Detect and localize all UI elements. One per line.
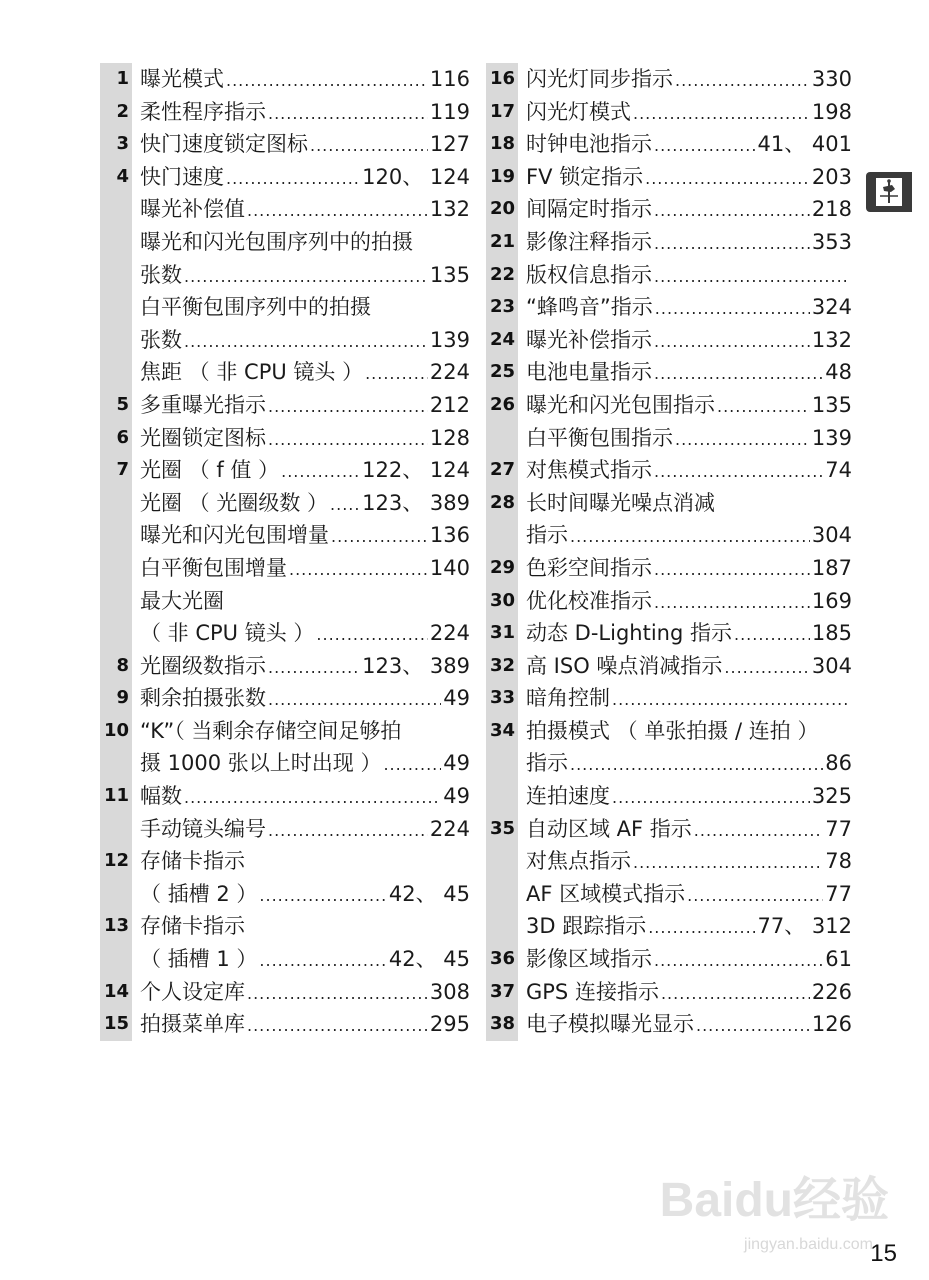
index-entry [486, 943, 852, 976]
entry-label: 优化校准指示 [526, 588, 652, 613]
entry-number: 29 [486, 552, 518, 585]
entry-number: 2 [100, 96, 132, 129]
entry-label: FV 锁定指示 [526, 164, 644, 189]
entry-number: 11 [100, 780, 132, 813]
entry-label: 3D 跟踪指示 [526, 914, 647, 939]
entry-label: AF 区域模式指示 [526, 881, 686, 906]
dot-leader [226, 65, 428, 98]
entry-number [486, 422, 518, 455]
entry-label: 暗角控制 [526, 686, 610, 711]
index-entry [486, 976, 852, 1009]
index-entry [100, 487, 470, 520]
entry-page: 126 [811, 1012, 852, 1037]
entry-page: 295 [429, 1012, 470, 1037]
entry-label: 影像注释指示 [526, 229, 652, 254]
index-entry [100, 878, 470, 911]
entry-label: （ 非 CPU 镜头 ） [140, 621, 315, 646]
index-entry [486, 780, 852, 813]
dot-leader [268, 815, 428, 848]
entry-page: 169 [811, 588, 852, 613]
dot-leader [281, 456, 360, 489]
entry-number [100, 747, 132, 780]
entry-number: 24 [486, 324, 518, 357]
entry-page: 77 [825, 881, 852, 906]
entry-number: 20 [486, 193, 518, 226]
index-entry [486, 747, 852, 780]
entry-page: 308 [429, 979, 470, 1004]
dot-leader [259, 945, 386, 978]
entry-label: 白平衡包围增量 [140, 555, 287, 580]
entry-number: 23 [486, 291, 518, 324]
entry-number [100, 519, 132, 552]
entry-page: 304 [811, 523, 852, 548]
entry-page: 136 [429, 523, 470, 548]
entry-page: 324 [811, 295, 852, 320]
entry-label: 电子模拟曝光显示 [526, 1012, 694, 1037]
index-entry [486, 617, 852, 650]
entry-label: 最大光圈 [140, 588, 224, 613]
index-entry [100, 226, 470, 259]
index-entry [100, 715, 470, 748]
entry-page: 224 [429, 621, 470, 646]
entry-number [486, 519, 518, 552]
entry-label: 长时间曝光噪点消减 [526, 490, 715, 515]
entry-label: 曝光补偿值 [140, 197, 245, 222]
entry-page: 61 [825, 947, 852, 972]
watermark-url: jingyan.baidu.com [744, 1236, 873, 1253]
entry-number [100, 813, 132, 846]
entry-page: 41、 401 [757, 132, 852, 157]
entry-number: 21 [486, 226, 518, 259]
dot-leader [570, 521, 810, 554]
entry-page: 119 [429, 99, 470, 124]
entry-label: 电池电量指示 [526, 360, 652, 385]
entry-number: 34 [486, 715, 518, 748]
entry-number: 27 [486, 454, 518, 487]
entry-label: 曝光和闪光包围指示 [526, 392, 715, 417]
index-entry [100, 96, 470, 129]
entry-number: 3 [100, 128, 132, 161]
dot-leader [331, 521, 428, 554]
entry-number [100, 259, 132, 292]
entry-label: 张数 [140, 327, 182, 352]
entry-label: 白平衡包围指示 [526, 425, 673, 450]
dot-leader [383, 749, 441, 782]
index-entry [486, 193, 852, 226]
index-entry [100, 259, 470, 292]
entry-page: 120、 124 [362, 164, 470, 189]
index-entry [486, 715, 852, 748]
entry-page: 140 [429, 555, 470, 580]
index-entry [100, 943, 470, 976]
entry-label: 白平衡包围序列中的拍摄 [140, 295, 371, 320]
entry-page: 77 [825, 816, 852, 841]
entry-page: 86 [825, 751, 852, 776]
entry-label: GPS 连接指示 [526, 979, 659, 1004]
dot-leader [654, 261, 850, 294]
entry-number: 13 [100, 910, 132, 943]
dot-leader [654, 456, 823, 489]
entry-label: “蜂鸣音”指示 [526, 295, 653, 320]
entry-page: 198 [811, 99, 852, 124]
entry-number: 18 [486, 128, 518, 161]
index-entry [486, 259, 852, 292]
dot-leader [365, 358, 428, 391]
index-entry [486, 454, 852, 487]
index-entry [486, 519, 852, 552]
entry-page: 78 [825, 849, 852, 874]
index-entry [100, 747, 470, 780]
dot-leader [310, 130, 428, 163]
entry-number [100, 193, 132, 226]
index-entry [100, 650, 470, 683]
entry-page: 132 [811, 327, 852, 352]
entry-page: 49 [443, 751, 470, 776]
entry-page: 127 [429, 132, 470, 157]
index-entry [100, 845, 470, 878]
entry-number: 26 [486, 389, 518, 422]
index-entry [100, 454, 470, 487]
index-entry [100, 585, 470, 618]
entry-page: 226 [811, 979, 852, 1004]
index-entry [486, 356, 852, 389]
entry-label: 快门速度 [140, 164, 224, 189]
entry-label: 剩余拍摄张数 [140, 686, 266, 711]
page-number: 15 [870, 1240, 897, 1267]
entry-label: 指示 [526, 751, 568, 776]
entry-label: 高 ISO 噪点消减指示 [526, 653, 723, 678]
entry-label: 间隔定时指示 [526, 197, 652, 222]
index-entry [486, 291, 852, 324]
dot-leader [570, 749, 823, 782]
dot-leader [654, 195, 810, 228]
index-entry [100, 324, 470, 357]
dot-leader [316, 619, 428, 652]
entry-label: 色彩空间指示 [526, 555, 652, 580]
entry-page: 122、 124 [362, 458, 470, 483]
entry-page: 116 [429, 67, 470, 91]
entry-number [100, 878, 132, 911]
dot-leader [289, 554, 428, 587]
index-entry [486, 226, 852, 259]
entry-label: 对焦点指示 [526, 849, 631, 874]
entry-label: 自动区域 AF 指示 [526, 816, 692, 841]
entry-label: 曝光和闪光包围增量 [140, 523, 329, 548]
index-entry [486, 1008, 852, 1041]
entry-number: 37 [486, 976, 518, 1009]
entry-page: 218 [811, 197, 852, 222]
entry-page: 224 [429, 816, 470, 841]
dot-leader [675, 424, 810, 457]
dot-leader [654, 228, 810, 261]
index-entry [100, 780, 470, 813]
index-entry [486, 878, 852, 911]
entry-page: 304 [811, 653, 852, 678]
entry-number: 19 [486, 161, 518, 194]
index-entry [100, 910, 470, 943]
index-entry [100, 1008, 470, 1041]
index-column-left [100, 63, 470, 1041]
index-entry [100, 813, 470, 846]
entry-page: 48 [825, 360, 852, 385]
index-entry [486, 910, 852, 943]
index-column-right [486, 63, 852, 1041]
entry-page: 135 [429, 262, 470, 287]
entry-number: 25 [486, 356, 518, 389]
dot-leader [724, 652, 810, 685]
entry-number: 5 [100, 389, 132, 422]
entry-number: 17 [486, 96, 518, 129]
entry-page: 128 [429, 425, 470, 450]
entry-number [100, 324, 132, 357]
dot-leader [268, 652, 360, 685]
entry-label: 摄 1000 张以上时出现 ） [140, 751, 382, 776]
entry-label: 闪光灯同步指示 [526, 67, 673, 91]
entry-page: 330 [811, 67, 852, 91]
index-entry [100, 356, 470, 389]
dot-leader [654, 326, 810, 359]
dot-leader [247, 978, 428, 1011]
entry-number: 38 [486, 1008, 518, 1041]
entry-number: 12 [100, 845, 132, 878]
entry-label: 柔性程序指示 [140, 99, 266, 124]
entry-number: 36 [486, 943, 518, 976]
index-entry [100, 552, 470, 585]
index-entry [486, 324, 852, 357]
dot-leader [184, 261, 428, 294]
index-entry [100, 422, 470, 455]
entry-label: 幅数 [140, 784, 182, 809]
index-entry [486, 161, 852, 194]
entry-number [100, 356, 132, 389]
dot-leader [654, 554, 810, 587]
entry-number: 6 [100, 422, 132, 455]
index-entry [100, 976, 470, 1009]
entry-page: 187 [811, 555, 852, 580]
index-entry [486, 389, 852, 422]
dot-leader [645, 163, 810, 196]
index-entry [100, 128, 470, 161]
entry-number [486, 845, 518, 878]
index-entry [486, 585, 852, 618]
index-entry [100, 193, 470, 226]
index-entry [100, 63, 470, 96]
index-entry [100, 161, 470, 194]
dot-leader [654, 358, 823, 391]
entry-label: 光圈 （ 光圈级数 ） [140, 490, 329, 515]
entry-number: 22 [486, 259, 518, 292]
index-entry [486, 813, 852, 846]
entry-label: 动态 D-Lighting 指示 [526, 621, 732, 646]
dot-leader [184, 782, 441, 815]
section-tab [866, 172, 912, 212]
dot-leader [268, 424, 428, 457]
entry-label: 指示 [526, 523, 568, 548]
entry-number: 32 [486, 650, 518, 683]
entry-label: （ 插槽 2 ） [140, 881, 258, 906]
entry-label: “K”（ 当剩余存储空间足够拍 [140, 718, 402, 743]
dot-leader [675, 65, 810, 98]
dot-leader [247, 1010, 428, 1043]
entry-number [100, 552, 132, 585]
entry-label: 张数 [140, 262, 182, 287]
entry-page: 42、 45 [388, 881, 470, 906]
entry-label: 光圈锁定图标 [140, 425, 266, 450]
entry-label: 曝光模式 [140, 67, 224, 91]
entry-number [100, 943, 132, 976]
entry-label: 时钟电池指示 [526, 132, 652, 157]
entry-page: 123、 389 [362, 653, 470, 678]
dot-leader [612, 684, 850, 717]
entry-page: 77、 312 [757, 914, 852, 939]
entry-label: （ 插槽 1 ） [140, 947, 258, 972]
entry-number [486, 780, 518, 813]
entry-page: 353 [811, 229, 852, 254]
index-entry [486, 63, 852, 96]
entry-number: 33 [486, 682, 518, 715]
entry-number [486, 878, 518, 911]
index-entry [486, 552, 852, 585]
index-entry [486, 422, 852, 455]
dot-leader [734, 619, 810, 652]
entry-number: 16 [486, 63, 518, 96]
entry-number [100, 291, 132, 324]
index-entry [100, 291, 470, 324]
entry-label: 焦距 （ 非 CPU 镜头 ） [140, 360, 364, 385]
entry-label: 曝光补偿指示 [526, 327, 652, 352]
entry-label: 快门速度锁定图标 [140, 132, 308, 157]
entry-page: 135 [811, 392, 852, 417]
entry-number: 1 [100, 63, 132, 96]
entry-page: 139 [811, 425, 852, 450]
entry-page: 139 [429, 327, 470, 352]
entry-label: 个人设定库 [140, 979, 245, 1004]
index-entry [486, 650, 852, 683]
entry-page: 212 [429, 392, 470, 417]
entry-number: 8 [100, 650, 132, 683]
entry-label: 对焦模式指示 [526, 458, 652, 483]
dot-leader [268, 98, 428, 131]
entry-number [100, 487, 132, 520]
entry-page: 325 [811, 784, 852, 809]
entry-page: 132 [429, 197, 470, 222]
index-entry [486, 682, 852, 715]
entry-page: 224 [429, 360, 470, 385]
dot-leader [259, 880, 386, 913]
entry-page: 49 [443, 784, 470, 809]
dot-leader [184, 326, 428, 359]
entry-number: 15 [100, 1008, 132, 1041]
dot-leader [633, 847, 823, 880]
entry-page: 185 [811, 621, 852, 646]
entry-label: 拍摄菜单库 [140, 1012, 245, 1037]
dot-leader [268, 391, 428, 424]
entry-label: 影像区域指示 [526, 947, 652, 972]
index-entry [100, 389, 470, 422]
entry-number: 35 [486, 813, 518, 846]
dot-leader [687, 880, 823, 913]
dot-leader [654, 945, 823, 978]
entry-number: 28 [486, 487, 518, 520]
entry-label: 光圈 （ f 值 ） [140, 458, 280, 483]
index-entry [100, 682, 470, 715]
dot-leader [694, 815, 823, 848]
entry-number [486, 910, 518, 943]
entry-label: 多重曝光指示 [140, 392, 266, 417]
entry-number: 4 [100, 161, 132, 194]
entry-number [100, 617, 132, 650]
entry-label: 存储卡指示 [140, 849, 245, 874]
dot-leader [654, 587, 810, 620]
entry-number: 14 [100, 976, 132, 1009]
dot-leader [226, 163, 360, 196]
entry-number: 9 [100, 682, 132, 715]
watermark-brand: Baidu经验 [659, 1174, 889, 1227]
entry-page: 203 [811, 164, 852, 189]
entry-page: 123、 389 [362, 490, 470, 515]
dot-leader [330, 489, 360, 522]
entry-label: 光圈级数指示 [140, 653, 266, 678]
entry-page: 49 [443, 686, 470, 711]
entry-number [100, 226, 132, 259]
dot-leader [661, 978, 810, 1011]
entry-page: 74 [825, 458, 852, 483]
index-entry [100, 617, 470, 650]
dot-leader [654, 130, 756, 163]
index-entry [486, 96, 852, 129]
dot-leader [268, 684, 441, 717]
dot-leader [612, 782, 810, 815]
index-entry [486, 128, 852, 161]
index-entry [100, 519, 470, 552]
entry-number: 31 [486, 617, 518, 650]
dot-leader [633, 98, 810, 131]
entry-number [100, 585, 132, 618]
dot-leader [717, 391, 810, 424]
entry-label: 手动镜头编号 [140, 816, 266, 841]
entry-number [486, 747, 518, 780]
entry-label: 拍摄模式 （ 单张拍摄 / 连拍 ） [526, 718, 819, 743]
index-entry [486, 487, 852, 520]
dot-leader [648, 912, 755, 945]
dot-leader [696, 1010, 810, 1043]
entry-label: 版权信息指示 [526, 262, 652, 287]
entry-label: 存储卡指示 [140, 914, 245, 939]
entry-label: 曝光和闪光包围序列中的拍摄 [140, 229, 413, 254]
entry-label: 连拍速度 [526, 784, 610, 809]
dot-leader [655, 293, 810, 326]
entry-number: 7 [100, 454, 132, 487]
dot-leader [247, 195, 428, 228]
entry-number: 10 [100, 715, 132, 748]
weathervane-icon [866, 172, 912, 212]
entry-page: 42、 45 [388, 947, 470, 972]
entry-label: 闪光灯模式 [526, 99, 631, 124]
index-entry [486, 845, 852, 878]
entry-number: 30 [486, 585, 518, 618]
